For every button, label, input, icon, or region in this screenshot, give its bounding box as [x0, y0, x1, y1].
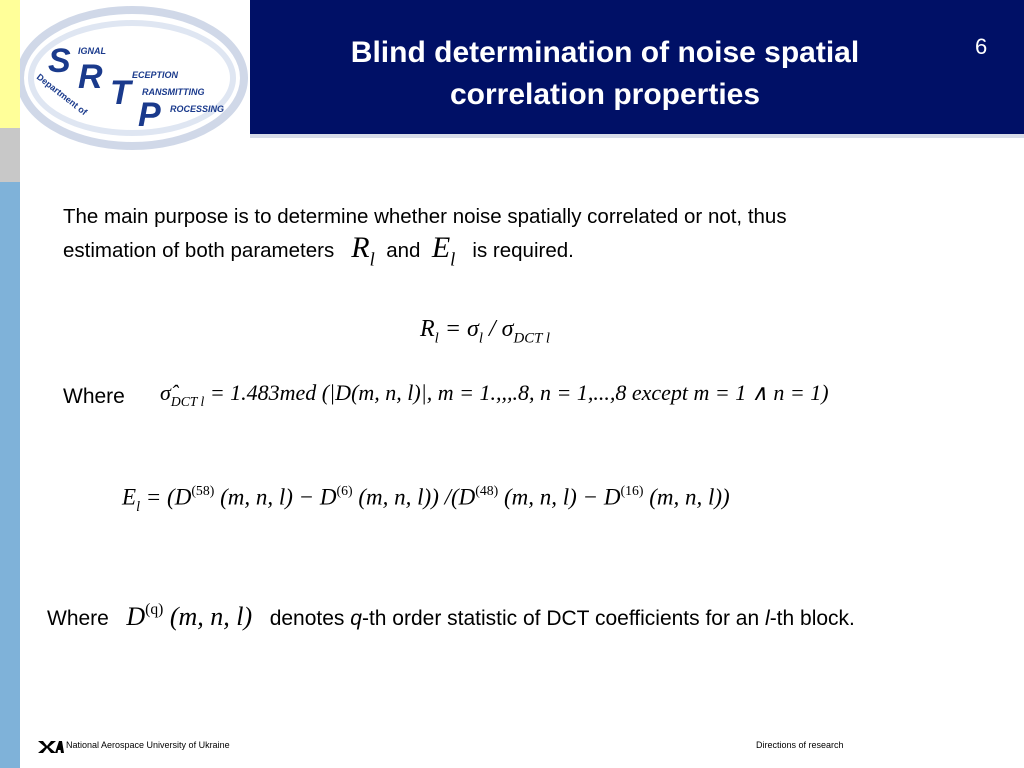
logo-word-processing: ROCESSING [170, 104, 225, 114]
slide-title-line2: correlation properties [449, 78, 761, 111]
formula-sigma-dct: $\sigmâ_{DCT l} = 1.483med$ (|D(m, n, l)|, m = 1.,,,.8, n = 1,...,8 except m = 1 ∧ n = 1) [160, 380, 829, 410]
where-label-1: Where [63, 385, 125, 408]
logo-letter-t: T [110, 74, 131, 112]
slide-title-line1: Blind determination of noise spatial [350, 36, 860, 69]
where2-text-a: denotes [269, 606, 345, 630]
para-text-a: estimation of both parameters [63, 239, 335, 262]
para-text-b: is required. [472, 239, 574, 262]
inline-formula-el: $E_l$ [431, 231, 456, 271]
formula-rl-definition: $R_l = \sigma_l / \sigma_{DCT l}$ [420, 316, 551, 347]
logo-letter-r: R [78, 58, 103, 96]
left-stripe-yellow [0, 0, 20, 128]
where-dq-line [47, 601, 855, 632]
left-stripe-gray [0, 128, 20, 182]
footer-section: Directions of research [756, 740, 844, 750]
inline-formula-dq: $D^{(q)}$ (m, n, l) [126, 601, 253, 631]
para-line-2 [63, 232, 993, 275]
page-number: 6 [975, 34, 988, 59]
xai-logo-icon [38, 740, 64, 752]
where2-text-l: l [765, 606, 770, 630]
logo-dept-text: Department of [34, 71, 90, 118]
para-line-1: The main purpose is to determine whether noise spatially correlated or not, thus [63, 205, 787, 228]
left-stripe-blue [0, 182, 20, 768]
logo-word-signal: IGNAL [78, 46, 106, 56]
slide-title [300, 32, 910, 116]
logo-letter-s: S [48, 42, 71, 80]
header-shadow [250, 134, 1024, 138]
intro-paragraph [63, 201, 993, 275]
footer-university: National Aerospace University of Ukraine [66, 740, 230, 750]
inline-formula-rl: $R_l$ [351, 231, 375, 271]
where2-text-c: -th block. [769, 606, 855, 630]
srtp-logo [20, 0, 250, 182]
para-text-and: and [386, 239, 421, 262]
logo-word-reception: ECEPTION [132, 70, 179, 80]
formula-el-definition: $E_l = (D^{(58)}$ (m, n, $l) - D^{(6)}$ (m, n, l)) $/(D^{(48)}$ (m, n, $l) - D^{(16)}$ (m, n, l)) [122, 483, 730, 516]
logo-word-transmitting: RANSMITTING [142, 87, 205, 97]
where-label-2: Where [47, 606, 109, 630]
where2-text-b: -th order statistic of DCT coefficients for an [361, 606, 760, 630]
where2-text-q: q [350, 606, 362, 630]
logo-letter-p: P [138, 96, 161, 134]
